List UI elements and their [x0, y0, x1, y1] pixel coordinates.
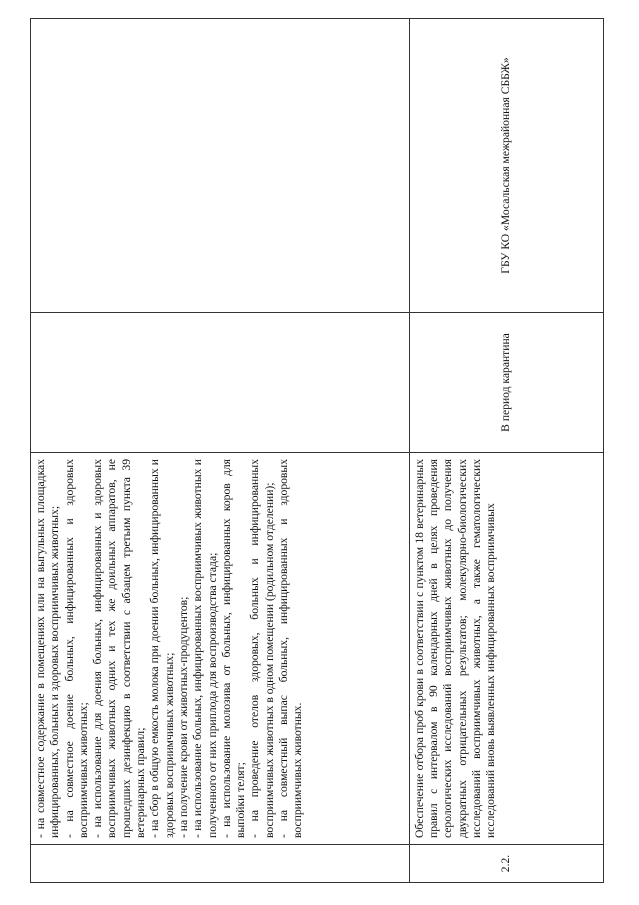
term-cell [31, 313, 410, 453]
list-item: - на использование молозива от больных, инфицированных коров для выпойки телят; [219, 459, 248, 838]
list-item: - на проведение отелов здоровых, больных и инфицированных восприимчивых животных в одном помещении (родильном отделении); [248, 459, 276, 838]
list-item: - на совместное доение больных, инфицированных и здоровых восприимчивых животных; [62, 459, 90, 838]
term-cell: В период карантина [409, 313, 603, 453]
list-item: - на совместный выпас больных, инфицированных и здоровых восприимчивых животных. [277, 459, 305, 838]
list-item: - на совместное содержание в помещениях или на выгульных площадках инфицированных, больных и здоровых восприимчивых животных; [34, 459, 62, 838]
organization-cell [31, 19, 410, 313]
list-item: - на получение крови от животных-продуцентов; [176, 596, 190, 838]
table-row [409, 19, 603, 883]
row-number [31, 845, 410, 883]
measure-description [31, 453, 410, 845]
table-row [31, 19, 410, 883]
organization-cell: ГБУ КО «Мосальская межрайонная СББЖ» [409, 19, 603, 313]
measures-table [30, 18, 604, 883]
measure-description [409, 453, 603, 845]
list-item: - на использование для доения больных, инфицированных и здоровых восприимчивых животных одних и тех же доильных аппаратов, не прошедших дезинфекцию в соответствии с абзацем третьим пункта 39 ветеринарных правил; [91, 459, 148, 838]
list-item: - на использование больных, инфицированных восприимчивых животных и полученного от них приплода для воспроизводства стада; [191, 459, 219, 838]
list-item: - на сбор в общую емкость молока при доении больных, инфицированных и здоровых восприимчивых животных; [148, 459, 176, 838]
row-number: 2.2. [409, 845, 603, 883]
description-text: Обеспечение отбора проб крови в соответствии с пунктом 18 ветеринарных правил с интервалом в 90 календарных дней в целях проведения серологических исследований восприимчивых животных до получения двукратных отрицательных результатов; молекулярно-биологических исследований восприимчивых животных, а также гематологических исследований вновь выявленных инфицированных восприимчивых [412, 459, 498, 838]
